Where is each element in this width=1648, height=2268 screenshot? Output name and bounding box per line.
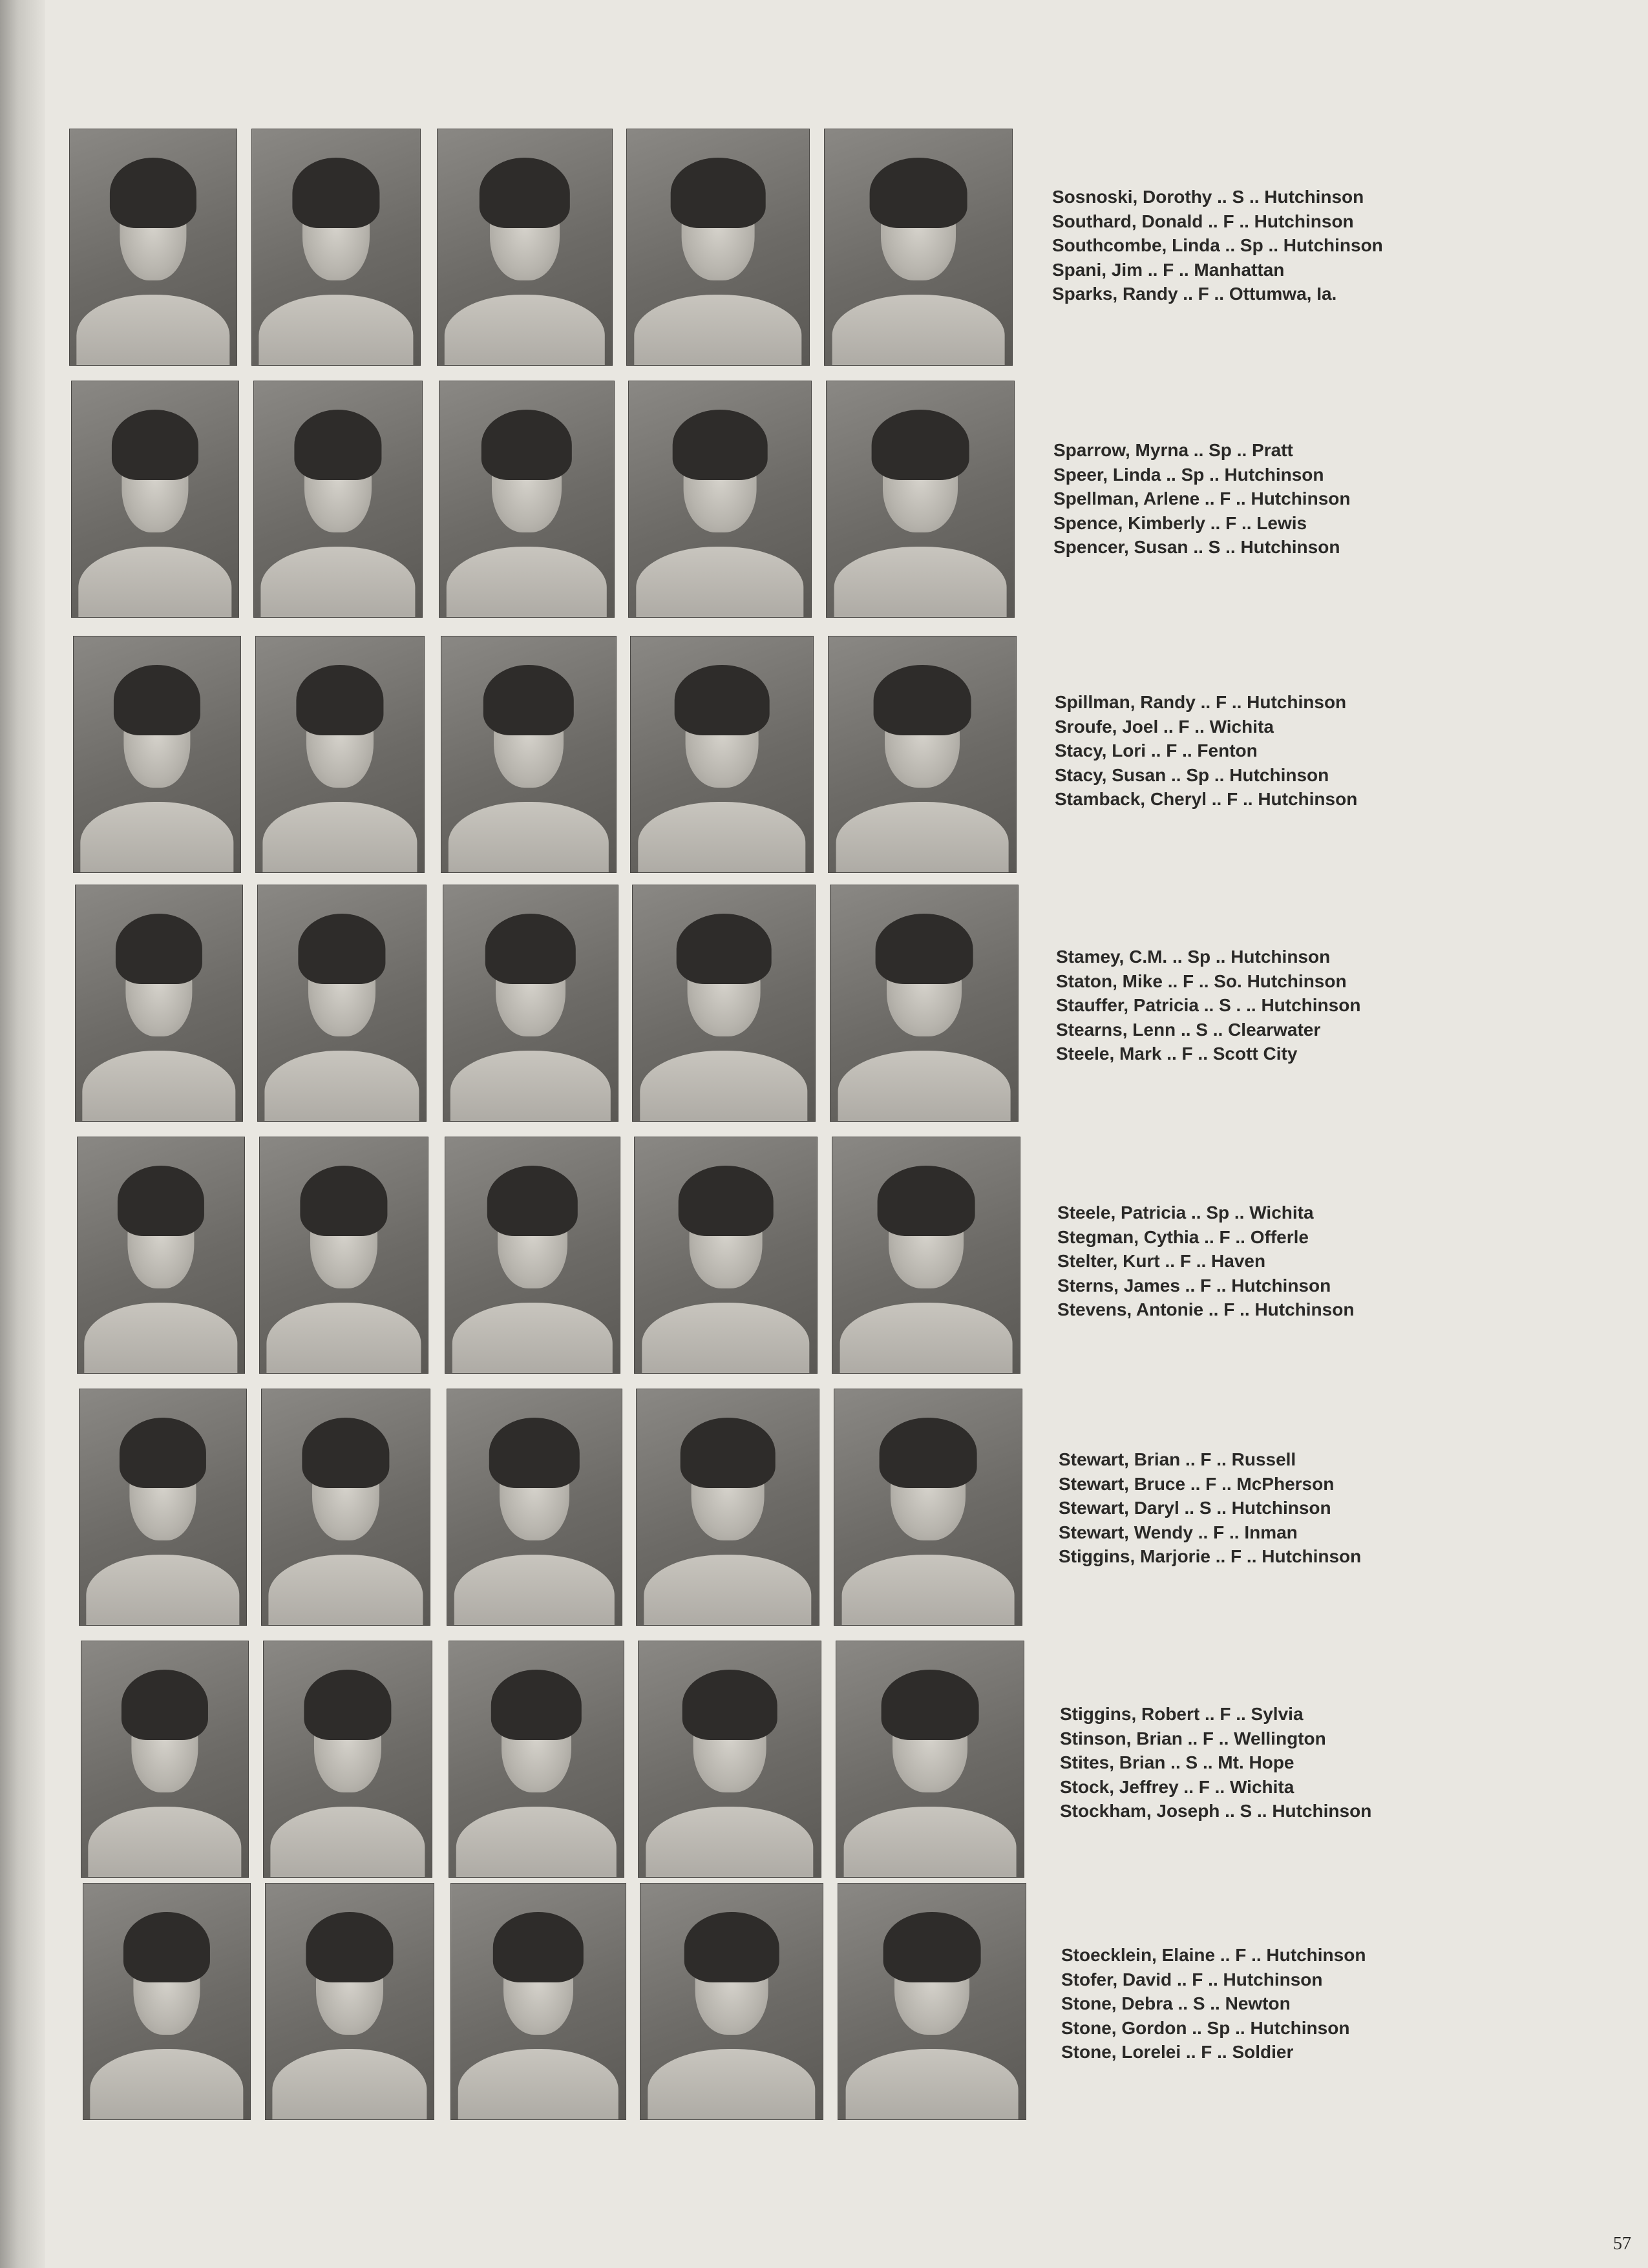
portrait-photo — [635, 1137, 817, 1373]
student-name-entry: Stone, Lorelei .. F .. Soldier — [1061, 2042, 1294, 2062]
name-list — [1060, 1702, 1474, 1823]
name-list — [1052, 185, 1466, 306]
student-name-entry: Stegman, Cythia .. F .. Offerle — [1057, 1226, 1309, 1247]
student-name-entry: Stewart, Brian .. F .. Russell — [1059, 1449, 1296, 1469]
portrait-photo — [72, 381, 238, 617]
portrait-photo — [832, 1137, 1020, 1373]
student-name-entry: Stauffer, Patricia .. S . .. Hutchinson — [1056, 995, 1361, 1015]
portrait-photo — [639, 1641, 821, 1877]
portrait-row — [0, 129, 1648, 368]
portrait-photo — [438, 129, 612, 365]
portrait-photo — [262, 1389, 430, 1625]
student-name-entry: Southard, Donald .. F .. Hutchinson — [1052, 211, 1354, 231]
portrait-photo — [264, 1641, 432, 1877]
student-name-entry: Stamey, C.M. .. Sp .. Hutchinson — [1056, 947, 1331, 967]
portrait-photo — [256, 636, 424, 872]
portrait-photo — [451, 1884, 626, 2119]
portrait-photo — [838, 1884, 1026, 2119]
portrait-photo — [633, 885, 815, 1121]
portrait-photo — [74, 636, 240, 872]
student-name-entry: Sroufe, Joel .. F .. Wichita — [1055, 716, 1274, 737]
portrait-photo — [79, 1389, 246, 1625]
portrait-photo — [76, 885, 242, 1121]
student-name-entry: Spellman, Arlene .. F .. Hutchinson — [1053, 488, 1351, 509]
portrait-photo — [631, 636, 813, 872]
student-name-entry: Southcombe, Linda .. Sp .. Hutchinson — [1052, 235, 1383, 255]
portrait-photo — [443, 885, 618, 1121]
name-list — [1055, 690, 1468, 812]
portrait-row — [0, 636, 1648, 876]
student-name-entry: Steele, Mark .. F .. Scott City — [1056, 1044, 1298, 1064]
portrait-photo — [258, 885, 426, 1121]
student-name-entry: Spillman, Randy .. F .. Hutchinson — [1055, 692, 1347, 712]
student-name-entry: Stamback, Cheryl .. F .. Hutchinson — [1055, 789, 1358, 809]
student-name-entry: Steele, Patricia .. Sp .. Wichita — [1057, 1202, 1314, 1223]
student-name-entry: Speer, Linda .. Sp .. Hutchinson — [1053, 464, 1324, 485]
student-name-entry: Stockham, Joseph .. S .. Hutchinson — [1060, 1801, 1372, 1821]
student-name-entry: Stites, Brian .. S .. Mt. Hope — [1060, 1752, 1294, 1772]
portrait-photo — [252, 129, 420, 365]
student-name-entry: Stiggins, Robert .. F .. Sylvia — [1060, 1704, 1304, 1724]
portrait-row — [0, 1137, 1648, 1376]
student-name-entry: Stock, Jeffrey .. F .. Wichita — [1060, 1776, 1294, 1797]
student-name-entry: Stacy, Susan .. Sp .. Hutchinson — [1055, 764, 1329, 785]
student-name-entry: Sterns, James .. F .. Hutchinson — [1057, 1275, 1331, 1296]
student-name-entry: Stewart, Wendy .. F .. Inman — [1059, 1522, 1298, 1542]
name-list — [1061, 1943, 1475, 2064]
student-name-entry: Sparks, Randy .. F .. Ottumwa, Ia. — [1052, 284, 1337, 304]
portrait-photo — [829, 636, 1016, 872]
student-name-entry: Stelter, Kurt .. F .. Haven — [1057, 1251, 1266, 1271]
portrait-photo — [827, 381, 1014, 617]
student-name-entry: Stofer, David .. F .. Hutchinson — [1061, 1969, 1323, 1990]
name-list — [1056, 945, 1470, 1066]
portrait-row — [0, 381, 1648, 620]
portrait-photo — [266, 1884, 434, 2119]
portrait-photo — [78, 1137, 244, 1373]
portrait-photo — [449, 1641, 624, 1877]
name-list — [1059, 1447, 1472, 1569]
student-name-entry: Stearns, Lenn .. S .. Clearwater — [1056, 1019, 1321, 1040]
portrait-photo — [637, 1389, 819, 1625]
portrait-photo — [825, 129, 1012, 365]
portrait-photo — [627, 129, 809, 365]
portrait-photo — [70, 129, 237, 365]
portrait-photo — [629, 381, 811, 617]
student-name-entry: Sparrow, Myrna .. Sp .. Pratt — [1053, 440, 1293, 460]
portrait-photo — [640, 1884, 823, 2119]
name-list — [1053, 438, 1467, 560]
portrait-photo — [836, 1641, 1024, 1877]
student-name-entry: Stevens, Antonie .. F .. Hutchinson — [1057, 1299, 1355, 1319]
portrait-photo — [830, 885, 1018, 1121]
portrait-row — [0, 1389, 1648, 1628]
portrait-photo — [260, 1137, 428, 1373]
student-name-entry: Sosnoski, Dorothy .. S .. Hutchinson — [1052, 187, 1364, 207]
portrait-photo — [834, 1389, 1022, 1625]
portrait-row — [0, 1884, 1648, 2123]
student-name-entry: Stewart, Daryl .. S .. Hutchinson — [1059, 1498, 1331, 1518]
student-name-entry: Stoecklein, Elaine .. F .. Hutchinson — [1061, 1945, 1366, 1965]
portrait-photo — [441, 636, 616, 872]
student-name-entry: Stewart, Bruce .. F .. McPherson — [1059, 1473, 1335, 1494]
student-name-entry: Spencer, Susan .. S .. Hutchinson — [1053, 537, 1340, 557]
student-name-entry: Spani, Jim .. F .. Manhattan — [1052, 259, 1285, 280]
page-number: 57 — [1613, 2234, 1631, 2254]
portrait-photo — [81, 1641, 248, 1877]
name-list — [1057, 1201, 1471, 1322]
portrait-photo — [254, 381, 422, 617]
portrait-row — [0, 1641, 1648, 1880]
student-name-entry: Spence, Kimberly .. F .. Lewis — [1053, 512, 1307, 533]
portrait-photo — [445, 1137, 620, 1373]
portrait-photo — [83, 1884, 250, 2119]
student-name-entry: Stone, Debra .. S .. Newton — [1061, 1993, 1291, 2013]
portrait-photo — [439, 381, 614, 617]
student-name-entry: Stone, Gordon .. Sp .. Hutchinson — [1061, 2017, 1350, 2038]
student-name-entry: Stacy, Lori .. F .. Fenton — [1055, 740, 1258, 761]
student-name-entry: Stinson, Brian .. F .. Wellington — [1060, 1728, 1326, 1748]
portrait-photo — [447, 1389, 622, 1625]
student-name-entry: Stiggins, Marjorie .. F .. Hutchinson — [1059, 1546, 1362, 1566]
portrait-row — [0, 885, 1648, 1124]
student-name-entry: Staton, Mike .. F .. So. Hutchinson — [1056, 971, 1347, 991]
